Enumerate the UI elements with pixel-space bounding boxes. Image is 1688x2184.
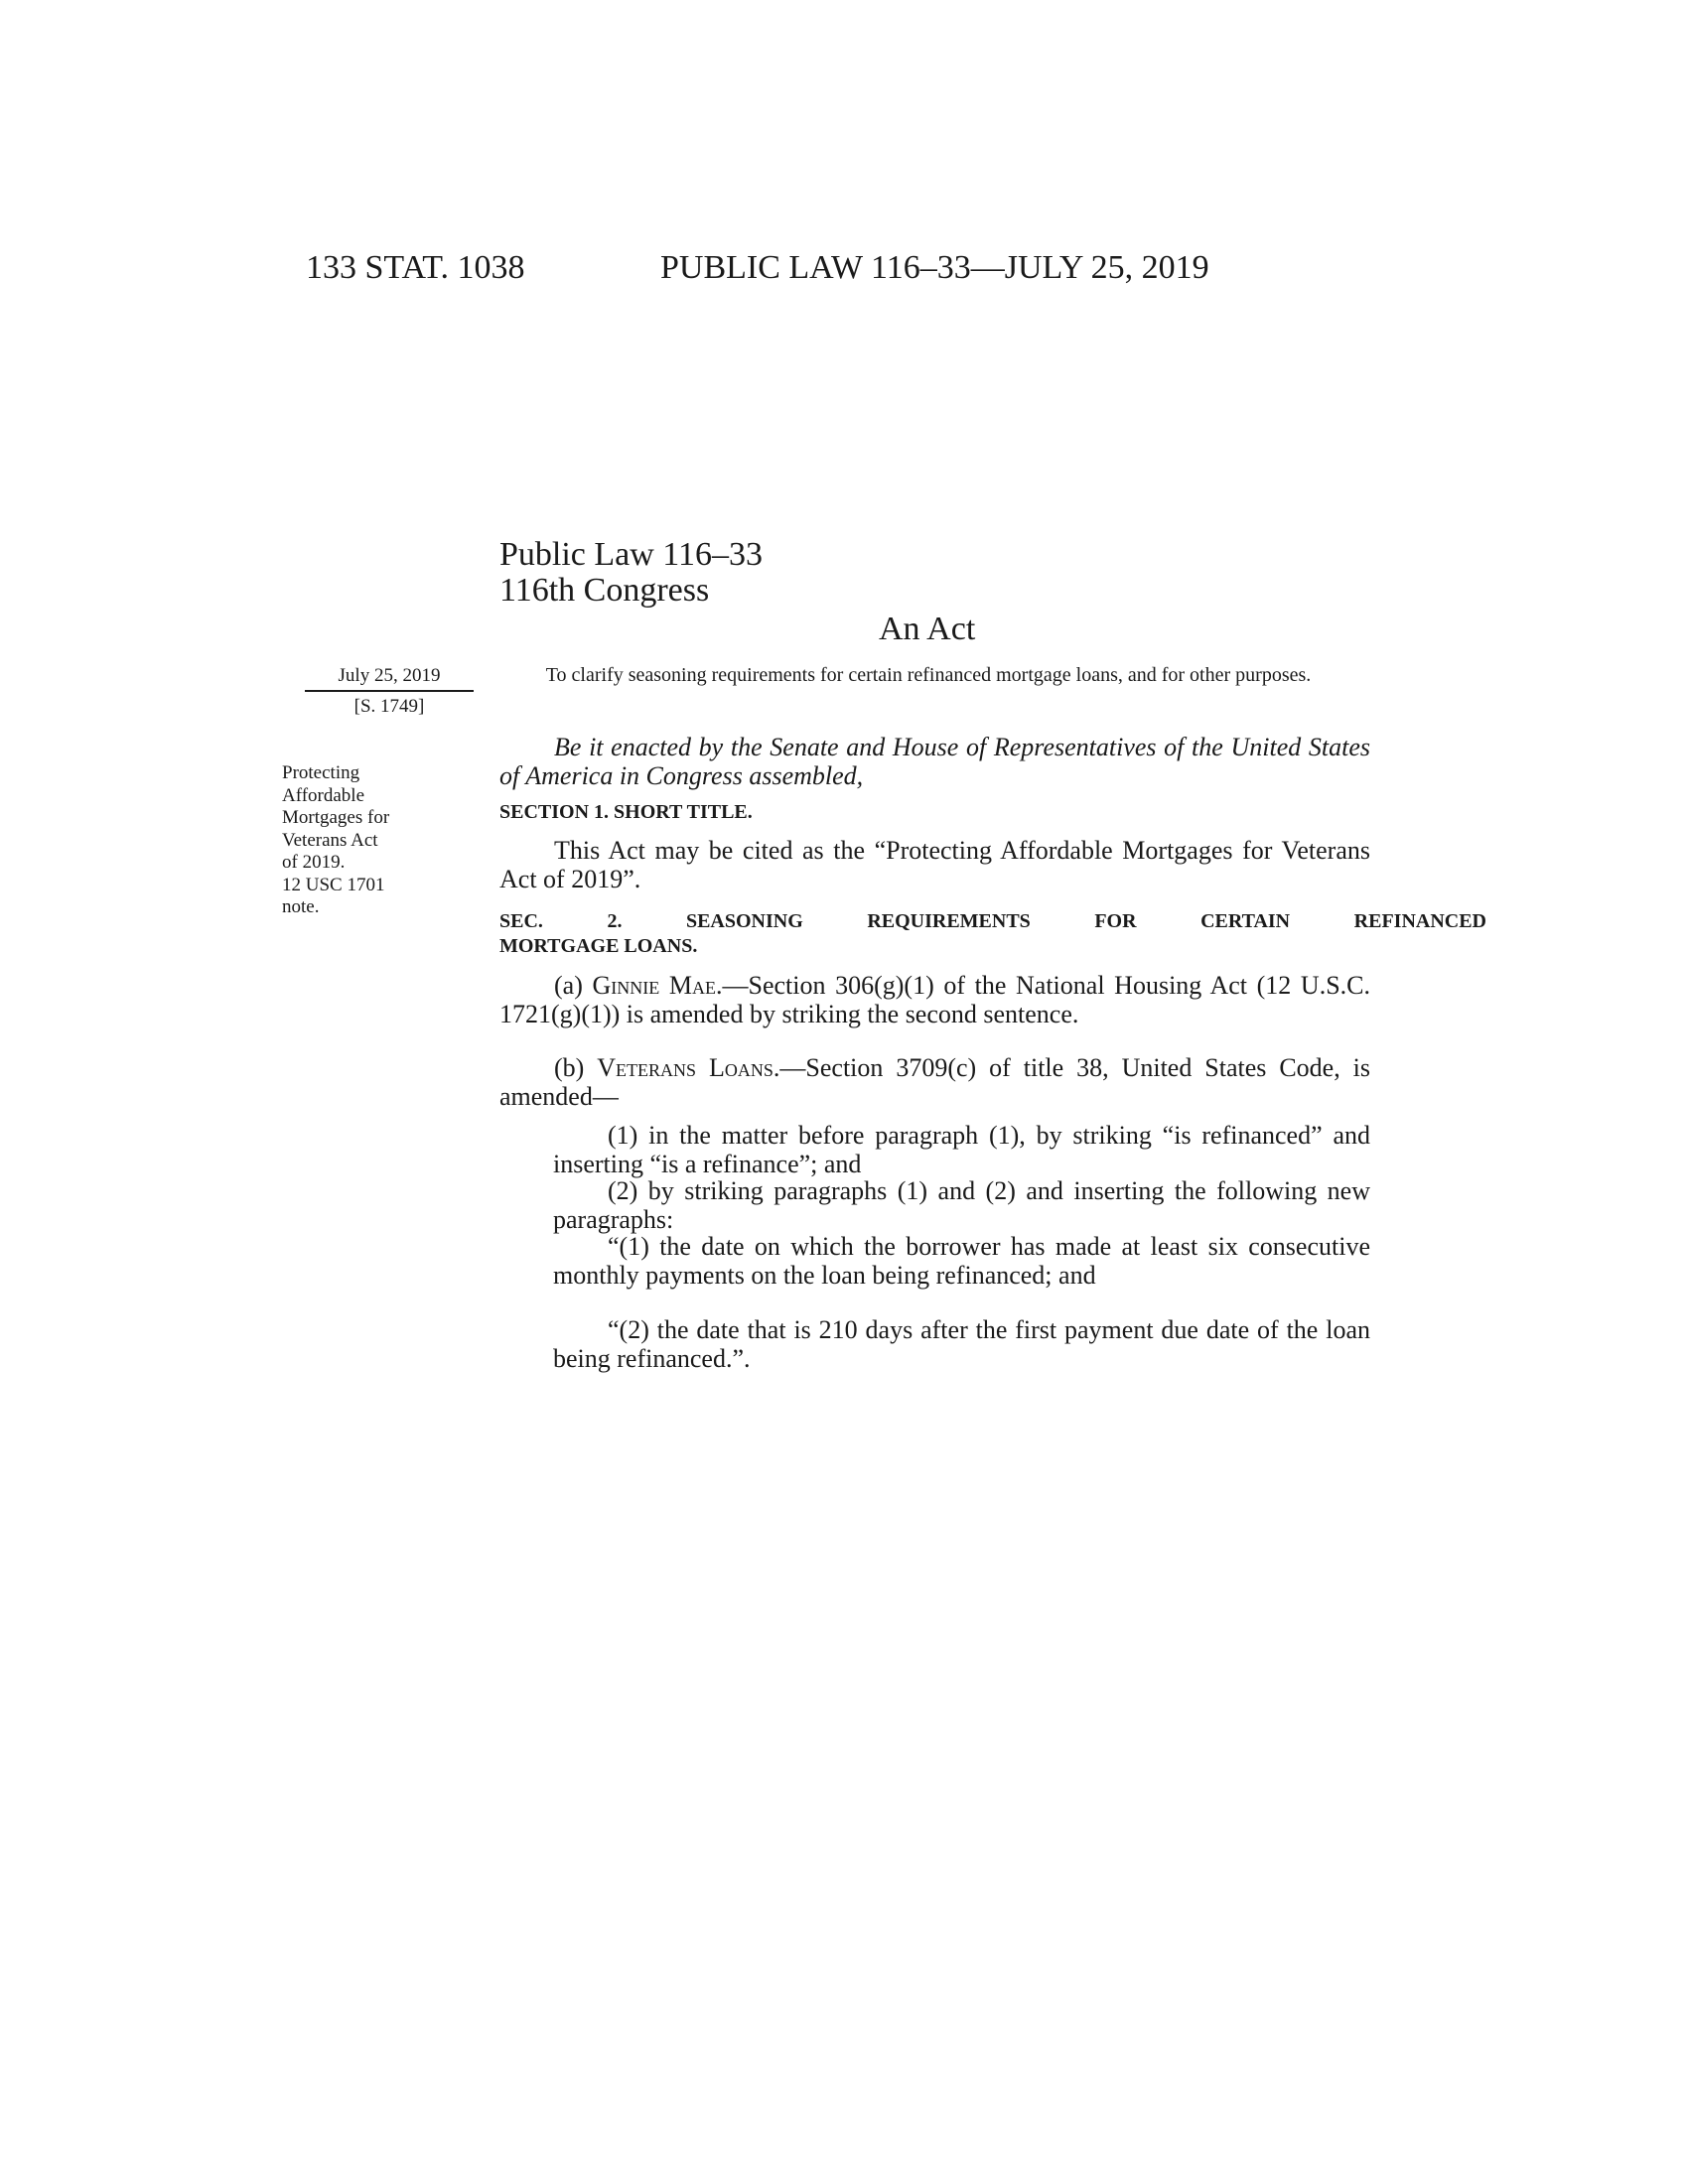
- bill-number: [S. 1749]: [353, 696, 425, 717]
- enactment-date-box: [305, 661, 474, 721]
- page-citation: 133 STAT. 1038: [306, 249, 525, 286]
- sidenote-line: Protecting: [282, 762, 360, 783]
- subsection-a-text: —Section 306(g)(1) of the National Housing Act (12 U.S.C. 1721(g)(1)) is amended by striking the second sentence.: [499, 971, 1371, 1028]
- sidenote-line: Mortgages for: [282, 807, 390, 828]
- public-law-number: Public Law 116–33: [499, 536, 764, 573]
- section-1-heading: SECTION 1. SHORT TITLE.: [499, 801, 753, 823]
- section-1-text: This Act may be cited as the “Protecting Affordable Mortgages for Veterans Act of 2019”.: [499, 836, 1370, 893]
- quoted-paragraph-2: “(2) the date that is 210 days after the first payment due date of the loan being refinanced.”.: [553, 1315, 1370, 1373]
- section-2-heading-first: SEC. 2. SEASONING REQUIREMENTS FOR CERTAIN REFINANCED: [499, 910, 1486, 932]
- enactment-date: July 25, 2019: [338, 665, 441, 686]
- subsection-a-caption: Ginnie Mae.: [592, 971, 723, 1000]
- sidenote-line: of 2019.: [282, 852, 346, 873]
- section-2-heading-cont: MORTGAGE LOANS.: [499, 935, 698, 957]
- subsection-b-enum: (b): [554, 1053, 585, 1082]
- congress-label: 116th Congress: [499, 572, 710, 609]
- sidenote-line: Veterans Act: [282, 829, 378, 851]
- sidenote-line: Affordable: [282, 784, 365, 806]
- quoted-paragraph-1: “(1) the date on which the borrower has made at least six consecutive monthly payments on the loan being refinanced; and: [553, 1232, 1370, 1290]
- paragraph-1: (1) in the matter before paragraph (1), by striking “is refinanced” and inserting “is a refinance”; and: [553, 1121, 1370, 1178]
- running-head: PUBLIC LAW 116–33—JULY 25, 2019: [660, 249, 1209, 286]
- sidenote-line: note.: [282, 896, 320, 917]
- act-heading: An Act: [879, 611, 976, 647]
- margin-sidenote: [282, 762, 441, 919]
- paragraph-2: (2) by striking paragraphs (1) and (2) and inserting the following new paragraphs:: [553, 1176, 1370, 1234]
- subsection-a-enum: (a): [554, 971, 583, 1000]
- subsection-b: [499, 1054, 1370, 1111]
- subsection-a: [499, 972, 1370, 1028]
- subsection-b-caption: Veterans Loans.: [597, 1053, 780, 1082]
- section-2-heading: [499, 909, 1486, 959]
- long-title: To clarify seasoning requirements for certain refinanced mortgage loans, and for other purposes.: [545, 664, 1312, 686]
- subsection-b-text: —Section 3709(c) of title 38, United States Code, is amended—: [499, 1053, 1371, 1111]
- enacting-clause: Be it enacted by the Senate and House of Representatives of the United States of America in Congress assembled,: [499, 733, 1370, 790]
- sidenote-line: 12 USC 1701: [282, 874, 385, 895]
